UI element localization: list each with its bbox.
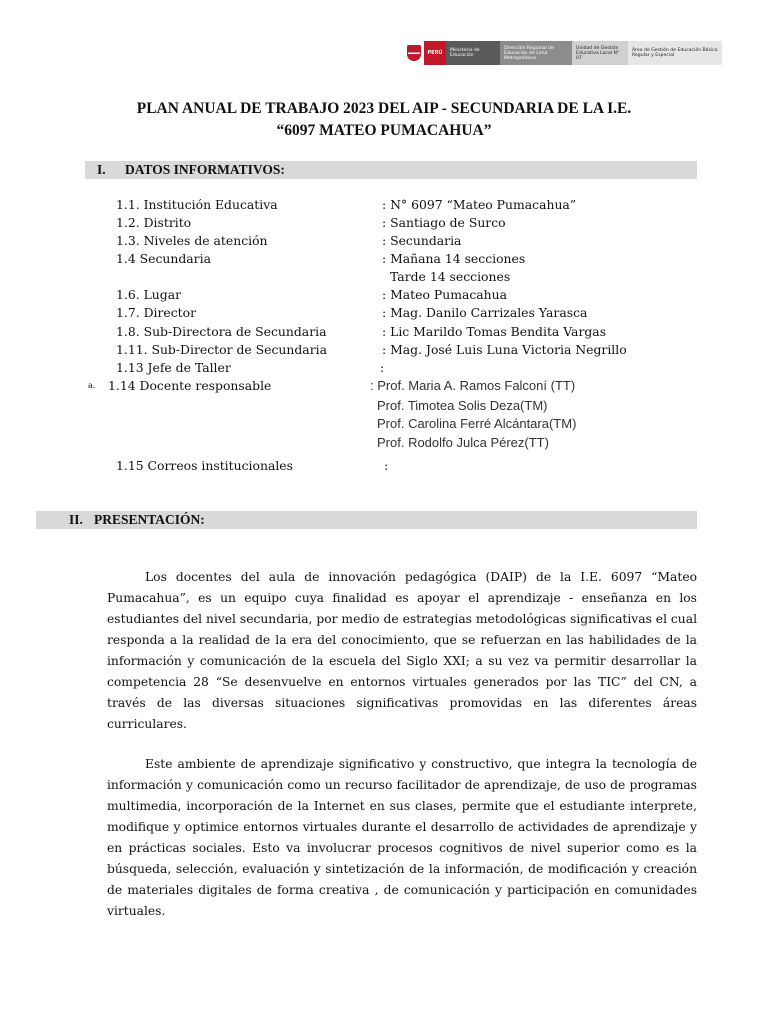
- direccion-label: Dirección Regional de Educación de Lima Metropolitana: [500, 41, 572, 65]
- item-value: :: [384, 458, 389, 473]
- area-label: Área de Gestión de Educación Básica Regular y Especial: [628, 41, 722, 65]
- docente-name: : Prof. Maria A. Ramos Falconí (TT): [370, 378, 576, 393]
- item-label: 1.8. Sub-Directora de Secundaria: [116, 324, 327, 339]
- item-label: 1.2. Distrito: [116, 215, 192, 230]
- item-label: 1.11. Sub-Director de Secundaria: [116, 342, 327, 357]
- country-label: PERÚ: [424, 41, 446, 65]
- item-value: : Mañana 14 secciones: [382, 251, 526, 266]
- list-bullet: a.: [88, 381, 96, 390]
- item-value: : Mateo Pumacahua: [382, 287, 508, 302]
- item-label: 1.6. Lugar: [116, 287, 182, 302]
- docente-name: Prof. Timotea Solis Deza(TM): [377, 398, 548, 413]
- item-label: 1.3. Niveles de atención: [116, 233, 268, 248]
- item-value: : Lic Marildo Tomas Bendita Vargas: [382, 324, 607, 339]
- item-value: : N° 6097 “Mateo Pumacahua”: [382, 197, 577, 212]
- item-label: 1.14 Docente responsable: [108, 378, 272, 393]
- item-label: 1.15 Correos institucionales: [116, 458, 293, 473]
- item-label: 1.4 Secundaria: [116, 251, 211, 266]
- coat-of-arms-icon: [404, 41, 424, 65]
- item-value: : Secundaria: [382, 233, 462, 248]
- ugel-label: Unidad de Gestión Educativa Local N° 07: [572, 41, 628, 65]
- item-value: : Mag. Danilo Carrizales Yarasca: [382, 305, 588, 320]
- item-value: : Mag. José Luis Luna Victoria Negrillo: [382, 342, 627, 357]
- docente-name: Prof. Carolina Ferré Alcántara(TM): [377, 416, 577, 431]
- institutional-banner: [404, 41, 722, 65]
- section-number: I.: [97, 162, 106, 177]
- item-label: 1.13 Jefe de Taller: [116, 360, 231, 375]
- section-title: PRESENTACIÓN:: [94, 512, 205, 527]
- presentation-paragraph-1: Los docentes del aula de innovación pedagógica (DAIP) de la I.E. 6097 “Mateo Pumacahua”, es un equipo cuya finalidad es apoyar el aprendizaje - enseñanza en los estudiantes del nivel secundaria, por medio de estrategias metodológicas significativas el cual responda a la realidad de la era del conocimiento, que se refuerzan en las habilidades de la información y comunicación de la escuela del Siglo XXI; a su vez va permitir desarrollar la competencia 28 “Se desenvuelve en entornos virtuales generados por las TIC” del CN, a través de las diversas situaciones significativas promovidas en las diferentes áreas curriculares.: [107, 570, 697, 731]
- docente-name: Prof. Rodolfo Julca Pérez(TT): [377, 435, 549, 450]
- section-datos-heading: [85, 161, 697, 179]
- document-title-line2: “6097 MATEO PUMACAHUA”: [276, 122, 492, 139]
- document-title-line1: PLAN ANUAL DE TRABAJO 2023 DEL AIP - SECUNDARIA DE LA I.E.: [136, 100, 632, 117]
- item-value: Tarde 14 secciones: [390, 269, 511, 284]
- section-presentacion-heading: [36, 511, 697, 529]
- item-label: 1.1. Institución Educativa: [116, 197, 278, 212]
- section-title: DATOS INFORMATIVOS:: [125, 162, 285, 177]
- item-label: 1.7. Director: [116, 305, 197, 320]
- item-value: :: [380, 360, 385, 375]
- ministry-label: Ministerio de Educación: [446, 41, 500, 65]
- item-value: : Santiago de Surco: [382, 215, 506, 230]
- section-number: II.: [69, 512, 83, 527]
- presentation-paragraph-2: Este ambiente de aprendizaje significativo y constructivo, que integra la tecnología de información y comunicación como un recurso facilitador de aprendizaje, de uso de programas multimedia, incorporación de la Internet en sus clases, permite que el estudiante interprete, modifique y optimice entornos virtuales durante el desarrollo de actividades de aprendizaje y en prácticas sociales. Esto va involucrar procesos cognitivos de nivel superior como es la búsqueda, selección, evaluación y sintetización de la información, de modificación y creación de materiales digitales de forma creativa , de comunicación y participación en comunidades virtuales.: [107, 757, 697, 918]
